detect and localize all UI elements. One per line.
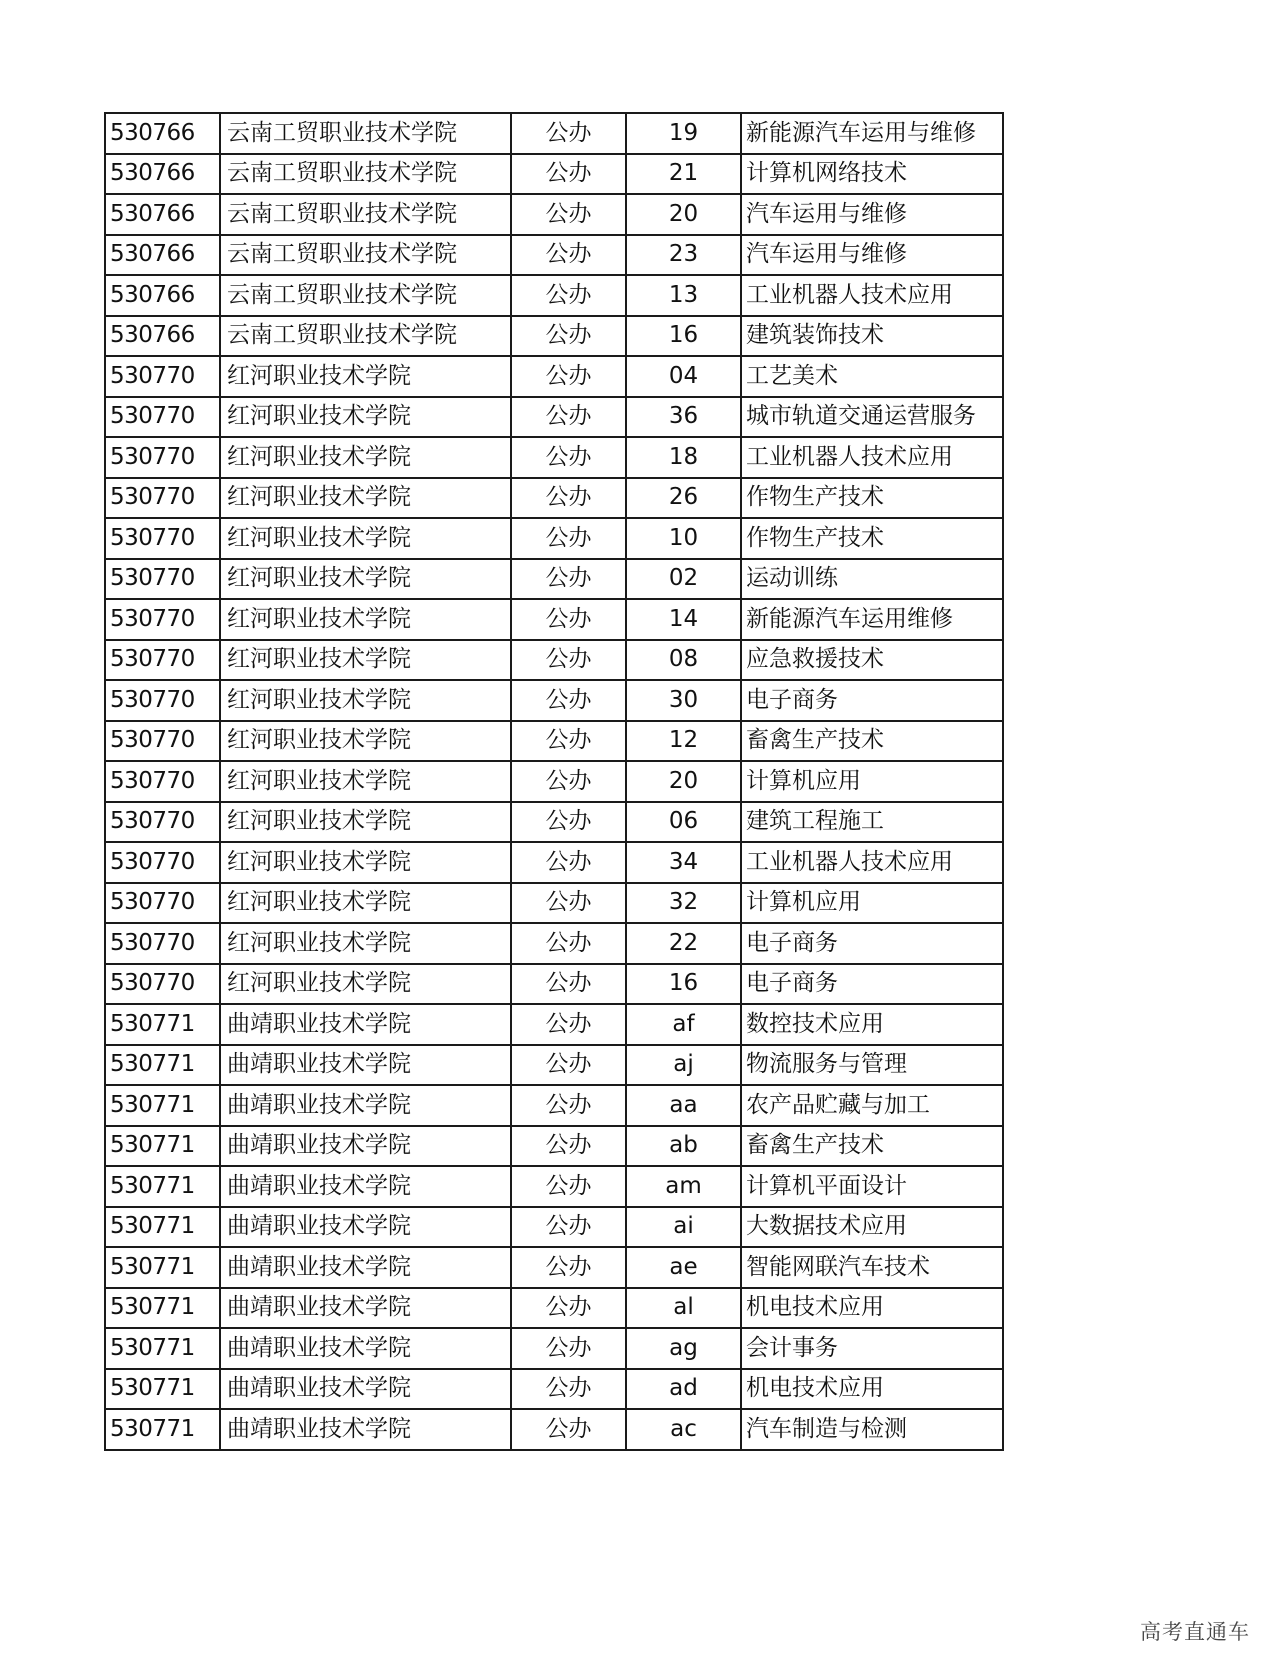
school-name-cell: 云南工贸职业技术学院 bbox=[220, 316, 511, 357]
major-name-cell: 计算机平面设计 bbox=[741, 1166, 1003, 1207]
major-code-cell: 16 bbox=[626, 316, 741, 357]
major-name-cell: 畜禽生产技术 bbox=[741, 1126, 1003, 1167]
school-type-cell: 公办 bbox=[511, 235, 626, 276]
school-type-cell: 公办 bbox=[511, 761, 626, 802]
school-name-cell: 红河职业技术学院 bbox=[220, 680, 511, 721]
school-code-cell: 530766 bbox=[105, 235, 220, 276]
school-name-cell: 红河职业技术学院 bbox=[220, 437, 511, 478]
major-name-cell: 工业机器人技术应用 bbox=[741, 437, 1003, 478]
school-code-cell: 530771 bbox=[105, 1328, 220, 1369]
school-name-cell: 红河职业技术学院 bbox=[220, 883, 511, 924]
school-code-cell: 530771 bbox=[105, 1166, 220, 1207]
school-code-cell: 530771 bbox=[105, 1045, 220, 1086]
major-code-cell: 22 bbox=[626, 923, 741, 964]
table-row bbox=[105, 194, 1003, 235]
major-name-cell: 物流服务与管理 bbox=[741, 1045, 1003, 1086]
table-row bbox=[105, 1409, 1003, 1450]
major-name-cell: 建筑工程施工 bbox=[741, 802, 1003, 843]
table-row bbox=[105, 640, 1003, 681]
major-name-cell: 计算机应用 bbox=[741, 883, 1003, 924]
table-row bbox=[105, 1085, 1003, 1126]
school-type-cell: 公办 bbox=[511, 802, 626, 843]
school-code-cell: 530771 bbox=[105, 1126, 220, 1167]
major-code-cell: 10 bbox=[626, 518, 741, 559]
major-code-cell: 20 bbox=[626, 761, 741, 802]
table-row bbox=[105, 1328, 1003, 1369]
school-code-cell: 530766 bbox=[105, 316, 220, 357]
major-code-cell: 23 bbox=[626, 235, 741, 276]
school-type-cell: 公办 bbox=[511, 1085, 626, 1126]
watermark-text: 高考直通车 bbox=[1140, 1620, 1250, 1644]
school-type-cell: 公办 bbox=[511, 640, 626, 681]
school-code-cell: 530770 bbox=[105, 559, 220, 600]
major-name-cell: 建筑装饰技术 bbox=[741, 316, 1003, 357]
school-name-cell: 曲靖职业技术学院 bbox=[220, 1328, 511, 1369]
school-name-cell: 红河职业技术学院 bbox=[220, 397, 511, 438]
major-name-cell: 工业机器人技术应用 bbox=[741, 842, 1003, 883]
school-code-cell: 530770 bbox=[105, 478, 220, 519]
school-type-cell: 公办 bbox=[511, 194, 626, 235]
major-name-cell: 应急救援技术 bbox=[741, 640, 1003, 681]
school-name-cell: 红河职业技术学院 bbox=[220, 842, 511, 883]
school-type-cell: 公办 bbox=[511, 275, 626, 316]
major-name-cell: 汽车制造与检测 bbox=[741, 1409, 1003, 1450]
table-row bbox=[105, 964, 1003, 1005]
major-name-cell: 运动训练 bbox=[741, 559, 1003, 600]
major-name-cell: 计算机网络技术 bbox=[741, 154, 1003, 195]
school-major-table bbox=[104, 112, 1004, 1451]
major-name-cell: 电子商务 bbox=[741, 964, 1003, 1005]
school-code-cell: 530770 bbox=[105, 964, 220, 1005]
major-name-cell: 机电技术应用 bbox=[741, 1369, 1003, 1410]
table-row bbox=[105, 883, 1003, 924]
school-type-cell: 公办 bbox=[511, 518, 626, 559]
table-row bbox=[105, 397, 1003, 438]
table-row bbox=[105, 518, 1003, 559]
school-code-cell: 530770 bbox=[105, 437, 220, 478]
school-type-cell: 公办 bbox=[511, 1166, 626, 1207]
school-name-cell: 曲靖职业技术学院 bbox=[220, 1369, 511, 1410]
school-type-cell: 公办 bbox=[511, 680, 626, 721]
school-type-cell: 公办 bbox=[511, 154, 626, 195]
table-row bbox=[105, 1004, 1003, 1045]
major-code-cell: 02 bbox=[626, 559, 741, 600]
school-code-cell: 530770 bbox=[105, 599, 220, 640]
school-name-cell: 红河职业技术学院 bbox=[220, 356, 511, 397]
school-name-cell: 红河职业技术学院 bbox=[220, 721, 511, 762]
school-type-cell: 公办 bbox=[511, 1247, 626, 1288]
school-name-cell: 云南工贸职业技术学院 bbox=[220, 235, 511, 276]
table-row bbox=[105, 599, 1003, 640]
major-code-cell: 08 bbox=[626, 640, 741, 681]
table-row bbox=[105, 1126, 1003, 1167]
school-name-cell: 云南工贸职业技术学院 bbox=[220, 113, 511, 154]
school-name-cell: 曲靖职业技术学院 bbox=[220, 1207, 511, 1248]
major-code-cell: aj bbox=[626, 1045, 741, 1086]
major-code-cell: ad bbox=[626, 1369, 741, 1410]
school-code-cell: 530770 bbox=[105, 802, 220, 843]
school-name-cell: 红河职业技术学院 bbox=[220, 923, 511, 964]
table-row bbox=[105, 235, 1003, 276]
school-type-cell: 公办 bbox=[511, 842, 626, 883]
major-name-cell: 智能网联汽车技术 bbox=[741, 1247, 1003, 1288]
major-name-cell: 新能源汽车运用维修 bbox=[741, 599, 1003, 640]
major-code-cell: af bbox=[626, 1004, 741, 1045]
table-row bbox=[105, 680, 1003, 721]
table-row bbox=[105, 842, 1003, 883]
table-body bbox=[105, 113, 1003, 1450]
school-code-cell: 530771 bbox=[105, 1247, 220, 1288]
major-name-cell: 数控技术应用 bbox=[741, 1004, 1003, 1045]
school-type-cell: 公办 bbox=[511, 1004, 626, 1045]
school-code-cell: 530771 bbox=[105, 1369, 220, 1410]
table-row bbox=[105, 154, 1003, 195]
major-name-cell: 大数据技术应用 bbox=[741, 1207, 1003, 1248]
school-name-cell: 红河职业技术学院 bbox=[220, 599, 511, 640]
major-name-cell: 电子商务 bbox=[741, 680, 1003, 721]
major-code-cell: 14 bbox=[626, 599, 741, 640]
school-name-cell: 红河职业技术学院 bbox=[220, 761, 511, 802]
school-name-cell: 红河职业技术学院 bbox=[220, 640, 511, 681]
school-name-cell: 曲靖职业技术学院 bbox=[220, 1409, 511, 1450]
school-code-cell: 530771 bbox=[105, 1207, 220, 1248]
school-name-cell: 红河职业技术学院 bbox=[220, 559, 511, 600]
school-type-cell: 公办 bbox=[511, 599, 626, 640]
major-name-cell: 工艺美术 bbox=[741, 356, 1003, 397]
major-code-cell: ag bbox=[626, 1328, 741, 1369]
major-code-cell: 16 bbox=[626, 964, 741, 1005]
major-code-cell: ai bbox=[626, 1207, 741, 1248]
school-code-cell: 530771 bbox=[105, 1085, 220, 1126]
major-name-cell: 畜禽生产技术 bbox=[741, 721, 1003, 762]
major-code-cell: ae bbox=[626, 1247, 741, 1288]
major-code-cell: 18 bbox=[626, 437, 741, 478]
school-name-cell: 红河职业技术学院 bbox=[220, 802, 511, 843]
school-name-cell: 红河职业技术学院 bbox=[220, 964, 511, 1005]
table-row bbox=[105, 437, 1003, 478]
school-name-cell: 红河职业技术学院 bbox=[220, 518, 511, 559]
table-row bbox=[105, 923, 1003, 964]
school-code-cell: 530771 bbox=[105, 1004, 220, 1045]
major-name-cell: 汽车运用与维修 bbox=[741, 194, 1003, 235]
school-code-cell: 530770 bbox=[105, 923, 220, 964]
school-type-cell: 公办 bbox=[511, 559, 626, 600]
school-code-cell: 530770 bbox=[105, 883, 220, 924]
school-name-cell: 云南工贸职业技术学院 bbox=[220, 194, 511, 235]
table-row bbox=[105, 275, 1003, 316]
school-type-cell: 公办 bbox=[511, 883, 626, 924]
school-type-cell: 公办 bbox=[511, 721, 626, 762]
major-code-cell: 20 bbox=[626, 194, 741, 235]
table-row bbox=[105, 721, 1003, 762]
school-code-cell: 530770 bbox=[105, 842, 220, 883]
school-type-cell: 公办 bbox=[511, 316, 626, 357]
major-code-cell: am bbox=[626, 1166, 741, 1207]
major-code-cell: 30 bbox=[626, 680, 741, 721]
major-name-cell: 作物生产技术 bbox=[741, 518, 1003, 559]
school-code-cell: 530766 bbox=[105, 113, 220, 154]
major-code-cell: al bbox=[626, 1288, 741, 1329]
major-code-cell: 04 bbox=[626, 356, 741, 397]
major-name-cell: 城市轨道交通运营服务 bbox=[741, 397, 1003, 438]
school-type-cell: 公办 bbox=[511, 437, 626, 478]
major-name-cell: 农产品贮藏与加工 bbox=[741, 1085, 1003, 1126]
school-name-cell: 曲靖职业技术学院 bbox=[220, 1247, 511, 1288]
school-type-cell: 公办 bbox=[511, 923, 626, 964]
school-code-cell: 530771 bbox=[105, 1409, 220, 1450]
table-row bbox=[105, 1247, 1003, 1288]
table-row bbox=[105, 559, 1003, 600]
school-name-cell: 曲靖职业技术学院 bbox=[220, 1085, 511, 1126]
school-type-cell: 公办 bbox=[511, 397, 626, 438]
major-name-cell: 汽车运用与维修 bbox=[741, 235, 1003, 276]
major-name-cell: 工业机器人技术应用 bbox=[741, 275, 1003, 316]
school-name-cell: 曲靖职业技术学院 bbox=[220, 1288, 511, 1329]
major-code-cell: 34 bbox=[626, 842, 741, 883]
school-code-cell: 530766 bbox=[105, 194, 220, 235]
school-name-cell: 云南工贸职业技术学院 bbox=[220, 275, 511, 316]
school-type-cell: 公办 bbox=[511, 964, 626, 1005]
table-row bbox=[105, 1166, 1003, 1207]
table-row bbox=[105, 761, 1003, 802]
school-code-cell: 530770 bbox=[105, 518, 220, 559]
major-name-cell: 作物生产技术 bbox=[741, 478, 1003, 519]
table-row bbox=[105, 1045, 1003, 1086]
school-code-cell: 530770 bbox=[105, 680, 220, 721]
table-row bbox=[105, 802, 1003, 843]
school-code-cell: 530770 bbox=[105, 640, 220, 681]
major-name-cell: 电子商务 bbox=[741, 923, 1003, 964]
major-code-cell: 06 bbox=[626, 802, 741, 843]
school-type-cell: 公办 bbox=[511, 1045, 626, 1086]
school-type-cell: 公办 bbox=[511, 1126, 626, 1167]
school-type-cell: 公办 bbox=[511, 1207, 626, 1248]
school-name-cell: 云南工贸职业技术学院 bbox=[220, 154, 511, 195]
major-code-cell: 13 bbox=[626, 275, 741, 316]
major-code-cell: 36 bbox=[626, 397, 741, 438]
school-name-cell: 曲靖职业技术学院 bbox=[220, 1166, 511, 1207]
school-code-cell: 530766 bbox=[105, 275, 220, 316]
school-type-cell: 公办 bbox=[511, 356, 626, 397]
school-code-cell: 530770 bbox=[105, 397, 220, 438]
table-row bbox=[105, 1369, 1003, 1410]
major-code-cell: ac bbox=[626, 1409, 741, 1450]
major-code-cell: 32 bbox=[626, 883, 741, 924]
major-code-cell: aa bbox=[626, 1085, 741, 1126]
school-type-cell: 公办 bbox=[511, 1328, 626, 1369]
major-code-cell: 21 bbox=[626, 154, 741, 195]
major-name-cell: 计算机应用 bbox=[741, 761, 1003, 802]
school-type-cell: 公办 bbox=[511, 113, 626, 154]
major-code-cell: 26 bbox=[626, 478, 741, 519]
major-code-cell: 12 bbox=[626, 721, 741, 762]
school-code-cell: 530771 bbox=[105, 1288, 220, 1329]
school-name-cell: 红河职业技术学院 bbox=[220, 478, 511, 519]
major-name-cell: 新能源汽车运用与维修 bbox=[741, 113, 1003, 154]
school-code-cell: 530766 bbox=[105, 154, 220, 195]
major-name-cell: 会计事务 bbox=[741, 1328, 1003, 1369]
school-type-cell: 公办 bbox=[511, 478, 626, 519]
school-type-cell: 公办 bbox=[511, 1409, 626, 1450]
table-row bbox=[105, 113, 1003, 154]
school-name-cell: 曲靖职业技术学院 bbox=[220, 1004, 511, 1045]
table-row bbox=[105, 1207, 1003, 1248]
school-name-cell: 曲靖职业技术学院 bbox=[220, 1126, 511, 1167]
school-code-cell: 530770 bbox=[105, 721, 220, 762]
major-code-cell: 19 bbox=[626, 113, 741, 154]
table-row bbox=[105, 478, 1003, 519]
school-name-cell: 曲靖职业技术学院 bbox=[220, 1045, 511, 1086]
school-type-cell: 公办 bbox=[511, 1369, 626, 1410]
major-code-cell: ab bbox=[626, 1126, 741, 1167]
table-row bbox=[105, 316, 1003, 357]
table-row bbox=[105, 1288, 1003, 1329]
school-type-cell: 公办 bbox=[511, 1288, 626, 1329]
school-code-cell: 530770 bbox=[105, 761, 220, 802]
school-code-cell: 530770 bbox=[105, 356, 220, 397]
table-row bbox=[105, 356, 1003, 397]
major-name-cell: 机电技术应用 bbox=[741, 1288, 1003, 1329]
